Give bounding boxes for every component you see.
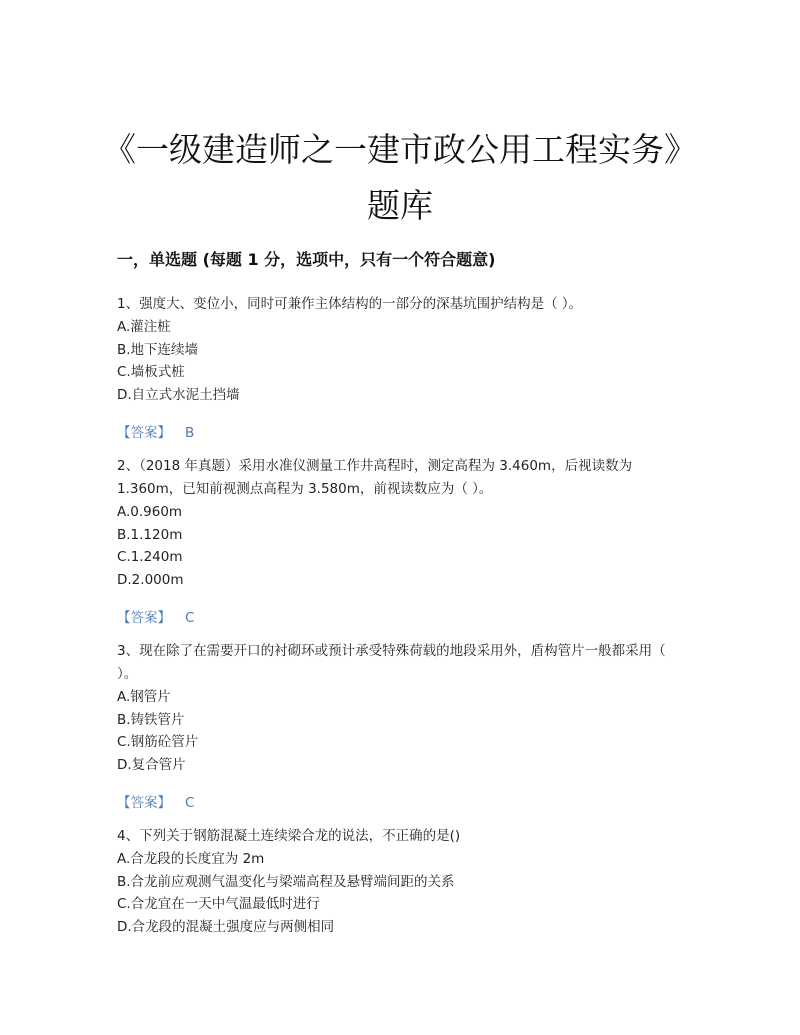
answer-2: [117, 606, 194, 626]
answer-1: [117, 421, 194, 441]
option-a: A.合龙段的长度宜为 2m: [117, 851, 265, 867]
option-c: C.合龙宜在一天中气温最低时进行: [117, 896, 320, 912]
answer-3: [117, 791, 194, 811]
answer-value: B: [185, 425, 195, 441]
option-d: D.合龙段的混凝土强度应与两侧相同: [117, 918, 335, 935]
answer-label: 【答案】: [117, 795, 171, 811]
question-1: [117, 293, 687, 406]
question-stem: 1、强度大、变位小，同时可兼作主体结构的一部分的深基坑围护结构是（ ）。: [117, 296, 583, 312]
option-d: D.复合管片: [117, 756, 186, 773]
option-b: B.地下连续墙: [117, 341, 199, 358]
document-title: 《一级建造师之一建市政公用工程实务》题库: [103, 130, 697, 226]
section-heading: 一，单选题 (每题 1 分，选项中，只有一个符合题意): [117, 250, 496, 269]
option-b: B.合龙前应观测气温变化与梁端高程及悬臂端间距的关系: [117, 873, 455, 890]
option-d: D.自立式水泥土挡墙: [117, 386, 240, 403]
option-d: D.2.000m: [117, 571, 184, 588]
question-4: [117, 825, 687, 938]
question-stem: 3、现在除了在需要开口的衬砌环或预计承受特殊荷载的地段采用外，盾构管片一般都采用（ ）。: [117, 643, 666, 682]
question-stem: 4、下列关于钢筋混凝土连续梁合龙的说法，不正确的是(): [117, 828, 461, 844]
option-b: B.铸铁管片: [117, 711, 185, 728]
answer-value: C: [185, 795, 195, 811]
option-c: C.1.240m: [117, 549, 183, 565]
question-stem: 2、（2018 年真题）采用水准仪测量工作井高程时，测定高程为 3.460m，后视读数为 1.360m，已知前视测点高程为 3.580m，前视读数应为（ ）。: [117, 458, 633, 497]
option-c: C.钢筋砼管片: [117, 734, 199, 750]
answer-label: 【答案】: [117, 425, 171, 441]
question-3: [117, 640, 687, 776]
question-2: [117, 455, 687, 591]
option-c: C.墙板式桩: [117, 364, 185, 380]
option-a: A.0.960m: [117, 504, 183, 520]
option-b: B.1.120m: [117, 526, 183, 543]
answer-label: 【答案】: [117, 610, 171, 626]
option-a: A.钢管片: [117, 689, 171, 705]
answer-value: C: [185, 610, 195, 626]
option-a: A.灌注桩: [117, 319, 171, 335]
